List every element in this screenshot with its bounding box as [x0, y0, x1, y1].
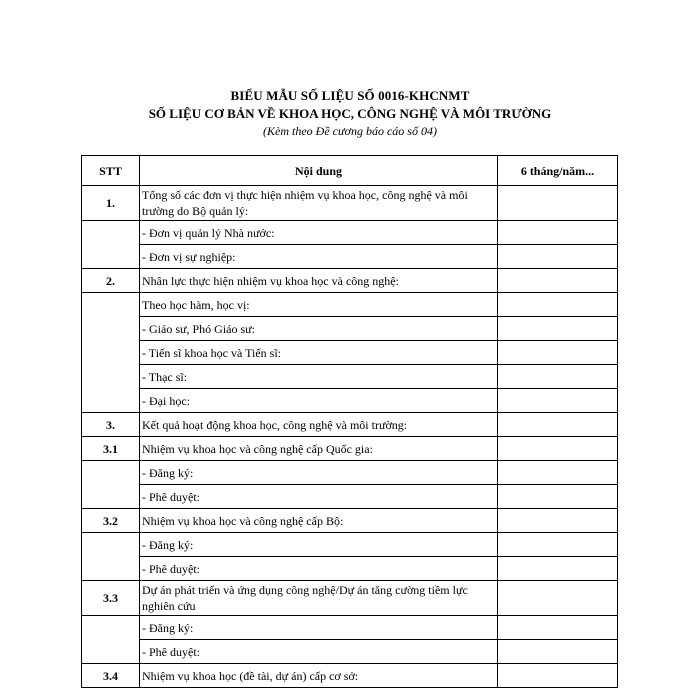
row-content: - Đơn vị quản lý Nhà nước:: [140, 221, 498, 245]
row-content: - Đăng ký:: [140, 616, 498, 640]
table-row: [82, 293, 618, 317]
row-value-cell[interactable]: [498, 221, 618, 245]
table-row: [82, 186, 618, 221]
table-row: [82, 413, 618, 437]
row-stt: 1.: [82, 186, 140, 221]
row-content: - Đơn vị sự nghiệp:: [140, 245, 498, 269]
header-stt: STT: [82, 156, 140, 186]
row-content: - Phê duyệt:: [140, 640, 498, 664]
row-content: - Phê duyệt:: [140, 485, 498, 509]
row-value-cell[interactable]: [498, 317, 618, 341]
row-stt: 3.2: [82, 509, 140, 533]
row-stt: [82, 533, 140, 581]
row-stt: 2.: [82, 269, 140, 293]
table-row: [82, 616, 618, 640]
row-content: - Giáo sư, Phó Giáo sư:: [140, 317, 498, 341]
table-row: [82, 533, 618, 557]
row-stt: [82, 293, 140, 413]
row-value-cell[interactable]: [498, 557, 618, 581]
table-row: [82, 365, 618, 389]
table-row: [82, 389, 618, 413]
row-value-cell[interactable]: [498, 245, 618, 269]
row-stt: 3.1: [82, 437, 140, 461]
header-content: Nội dung: [140, 156, 498, 186]
row-stt: 3.3: [82, 581, 140, 616]
row-content: - Thạc sĩ:: [140, 365, 498, 389]
row-value-cell[interactable]: [498, 533, 618, 557]
table-row: [82, 461, 618, 485]
data-table: [81, 155, 618, 688]
row-content: Kết quả hoạt động khoa học, công nghệ và môi trường:: [140, 413, 498, 437]
row-value-cell[interactable]: [498, 461, 618, 485]
row-value-cell[interactable]: [498, 389, 618, 413]
table-row: [82, 245, 618, 269]
row-stt: 3.: [82, 413, 140, 437]
row-content: Nhiệm vụ khoa học và công nghệ cấp Bộ:: [140, 509, 498, 533]
row-content: - Đại học:: [140, 389, 498, 413]
form-subtitle: SỐ LIỆU CƠ BẢN VỀ KHOA HỌC, CÔNG NGHỆ VÀ MÔI TRƯỜNG: [148, 106, 552, 121]
row-value-cell[interactable]: [498, 640, 618, 664]
table-row: [82, 341, 618, 365]
row-content: Nhiệm vụ khoa học và công nghệ cấp Quốc gia:: [140, 437, 498, 461]
table-row: [82, 221, 618, 245]
row-content: - Đăng ký:: [140, 461, 498, 485]
row-value-cell[interactable]: [498, 485, 618, 509]
row-content: Nhiệm vụ khoa học (đề tài, dự án) cấp cơ sở:: [140, 664, 498, 688]
row-value-cell[interactable]: [498, 413, 618, 437]
row-value-cell[interactable]: [498, 341, 618, 365]
table-row: [82, 317, 618, 341]
row-value-cell[interactable]: [498, 269, 618, 293]
table-row: [82, 664, 618, 688]
row-content: Theo học hàm, học vị:: [140, 293, 498, 317]
header-period: 6 tháng/năm...: [498, 156, 618, 186]
table-row: [82, 437, 618, 461]
row-stt: [82, 616, 140, 664]
table-header-row: [82, 156, 618, 186]
table-row: [82, 640, 618, 664]
row-value-cell[interactable]: [498, 293, 618, 317]
table-row: [82, 509, 618, 533]
row-value-cell[interactable]: [498, 365, 618, 389]
row-content: Dự án phát triển và ứng dụng công nghệ/Dự án tăng cường tiềm lực nghiên cứu: [140, 581, 498, 616]
row-content: Nhân lực thực hiện nhiệm vụ khoa học và công nghệ:: [140, 269, 498, 293]
row-stt: 3.4: [82, 664, 140, 688]
row-stt: [82, 461, 140, 509]
row-content: - Đăng ký:: [140, 533, 498, 557]
row-stt: [82, 221, 140, 269]
row-content: - Phê duyệt:: [140, 557, 498, 581]
row-value-cell[interactable]: [498, 437, 618, 461]
form-note: (Kèm theo Đề cương báo cáo số 04): [263, 124, 437, 138]
row-value-cell[interactable]: [498, 509, 618, 533]
table-row: [82, 581, 618, 616]
row-value-cell[interactable]: [498, 186, 618, 221]
row-value-cell[interactable]: [498, 616, 618, 640]
table-row: [82, 485, 618, 509]
row-value-cell[interactable]: [498, 664, 618, 688]
form-title: BIỂU MẪU SỐ LIỆU SỐ 0016-KHCNMT: [230, 88, 470, 103]
row-value-cell[interactable]: [498, 581, 618, 616]
row-content: Tổng số các đơn vị thực hiện nhiệm vụ khoa học, công nghệ và môi trường do Bộ quản lý:: [140, 186, 498, 221]
table-row: [82, 269, 618, 293]
table-row: [82, 557, 618, 581]
row-content: - Tiến sĩ khoa học và Tiến sĩ:: [140, 341, 498, 365]
